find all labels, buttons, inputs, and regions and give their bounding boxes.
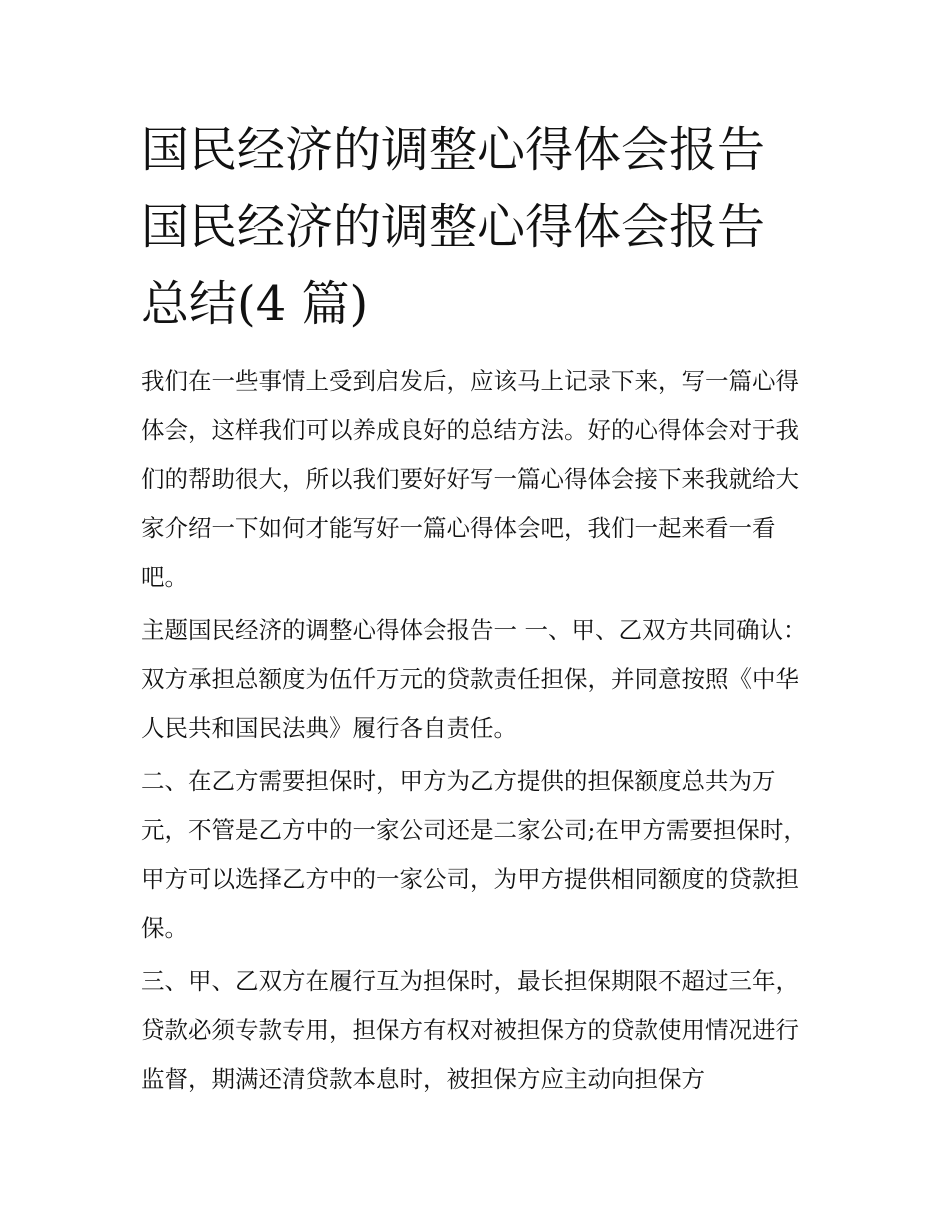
document-body bbox=[141, 357, 813, 1104]
document-title bbox=[141, 112, 813, 343]
title-line-2: 国民经济的调整心得体会报告 bbox=[141, 199, 766, 255]
paragraph-clause-2: 二、在乙方需要担保时，甲方为乙方提供的担保额度总共为万元，不管是乙方中的一家公司还是二家公司;在甲方需要担保时，甲方可以选择乙方中的一家公司，为甲方提供相同额度的贷款担保。 bbox=[141, 767, 807, 942]
title-line-3: 总结(4 篇) bbox=[141, 276, 369, 332]
title-line-1: 国民经济的调整心得体会报告 bbox=[141, 122, 766, 178]
paragraph-clause-1: 主题国民经济的调整心得体会报告一 一、甲、乙双方共同确认：双方承担总额度为伍仟万元的贷款责任担保，并同意按照《中华人民共和国民法典》履行各自责任。 bbox=[141, 616, 807, 742]
document-page bbox=[141, 112, 813, 1108]
paragraph-intro: 我们在一些事情上受到启发后，应该马上记录下来，写一篇心得体会，这样我们可以养成良好的总结方法。好的心得体会对于我们的帮助很大，所以我们要好好写一篇心得体会接下来我就给大家介绍一下如何才能写好一篇心得体会吧，我们一起来看一看吧。 bbox=[141, 367, 799, 591]
paragraph-clause-3: 三、甲、乙双方在履行互为担保时，最长担保期限不超过三年，贷款必须专款专用，担保方有权对被担保方的贷款使用情况进行监督，期满还清贷款本息时，被担保方应主动向担保方 bbox=[141, 967, 799, 1093]
